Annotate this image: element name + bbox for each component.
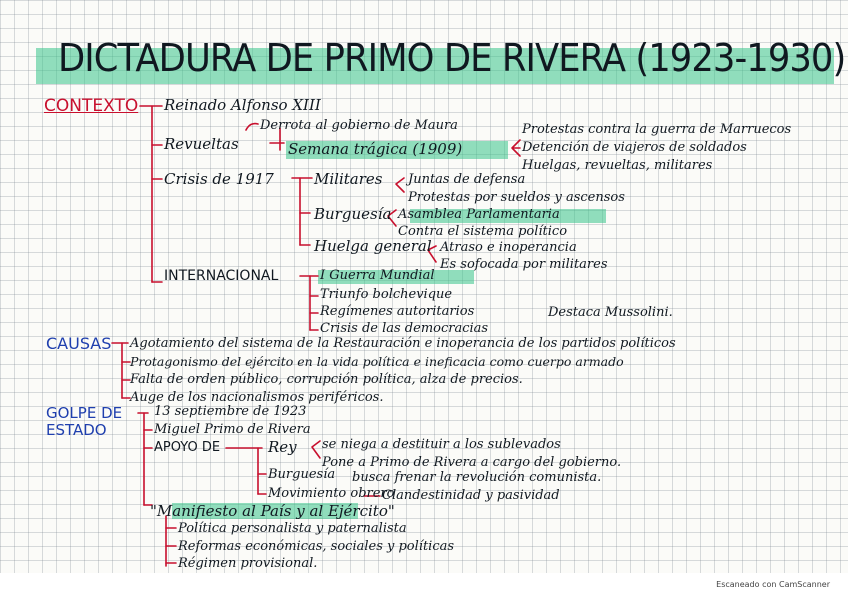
huelga-item-2: Es sofocada por militares [440, 257, 608, 272]
manifiesto-item-2: Reformas económicas, sociales y políticas [178, 539, 455, 554]
huelga-item-1: Atraso e inoperancia [440, 240, 577, 255]
causa-item-2: Protagonismo del ejército en la vida política e ineficacia como cuerpo armado [130, 354, 624, 369]
huelga-label: Huelga general [314, 237, 432, 255]
militares-item-2: Protestas por sueldos y ascensos [408, 190, 625, 205]
militares-item-1: Juntas de defensa [408, 172, 526, 187]
page-title: DICTADURA DE PRIMO DE RIVERA (1923-1930) [58, 36, 846, 80]
causa-item-1: Agotamiento del sistema de la Restauración e inoperancia de los partidos políticos [130, 336, 676, 351]
internacional-item-2: Triunfo bolchevique [320, 287, 453, 302]
semana-item-1: Protestas contra la guerra de Marruecos [522, 122, 792, 137]
causas-heading: CAUSAS [46, 334, 112, 353]
internacional-label: INTERNACIONAL [164, 268, 279, 284]
golpe-miguel: Miguel Primo de Rivera [154, 422, 311, 437]
rey-label: Rey [268, 438, 297, 456]
semana-item-3: Huelgas, revueltas, militares [522, 158, 713, 173]
obrero-text: Clandestinidad y pasividad [382, 488, 560, 503]
causa-item-3: Falta de orden público, corrupción política, alza de precios. [130, 372, 523, 387]
burguesia-golpe-text: busca frenar la revolución comunista. [352, 470, 602, 485]
derrota-label: Derrota al gobierno de Maura [260, 118, 458, 133]
scanner-watermark: Escaneado con CamScanner [716, 580, 830, 589]
reinado-label: Reinado Alfonso XIII [164, 96, 321, 114]
golpe-heading-line-1: GOLPE DE [46, 404, 123, 422]
militares-label: Militares [314, 170, 383, 188]
crisis-label: Crisis de 1917 [164, 170, 274, 188]
rey-item-2: Pone a Primo de Rivera a cargo del gobierno. [322, 455, 622, 470]
internacional-item-1: I Guerra Mundial [320, 268, 435, 283]
internacional-item-4: Crisis de las democracias [320, 321, 489, 336]
burguesia-golpe-label: Burguesía [268, 467, 336, 482]
manifiesto-item-3: Régimen provisional. [178, 556, 318, 571]
golpe-heading-line-2: ESTADO [46, 421, 107, 439]
rey-item-1: se niega a destituir a los sublevados [322, 437, 561, 452]
semana-item-2: Detención de viajeros de soldados [522, 140, 747, 155]
burguesia-item-2: Contra el sistema político [398, 224, 568, 239]
semana-label: Semana trágica (1909) [288, 140, 463, 158]
manifiesto-item-1: Política personalista y paternalista [178, 521, 407, 536]
manifiesto-label: "Manifiesto al País y al Ejército" [150, 502, 395, 520]
obrero-label: Movimiento obrero [268, 486, 395, 501]
causa-item-4: Auge de los nacionalismos periféricos. [130, 390, 384, 405]
internacional-item-3: Regímenes autoritarios [320, 304, 475, 319]
burguesia-label: Burguesía [314, 205, 392, 223]
contexto-heading: CONTEXTO [44, 96, 139, 116]
golpe-fecha: 13 septiembre de 1923 [154, 404, 307, 419]
mussolini-note: Destaca Mussolini. [548, 305, 673, 320]
burguesia-item-1: Asamblea Parlamentaria [398, 207, 560, 222]
apoyo-label: APOYO DE [154, 440, 221, 455]
revueltas-label: Revueltas [164, 135, 239, 153]
